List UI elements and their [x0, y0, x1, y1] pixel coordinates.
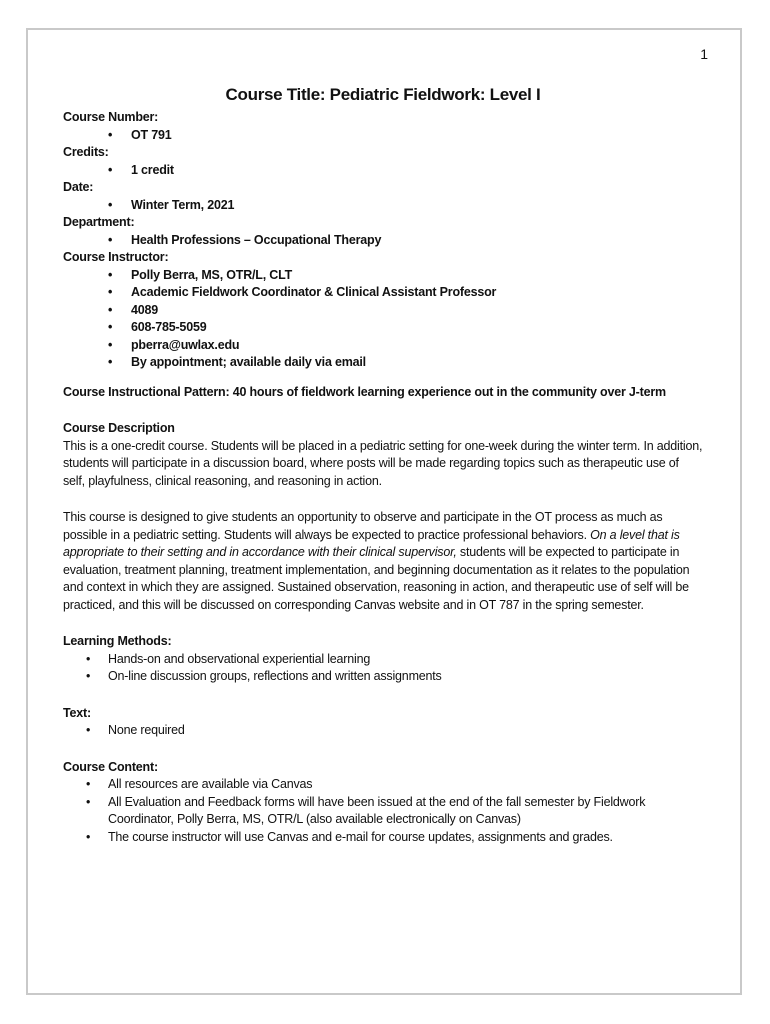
list-item: • 608-785-5059 — [63, 319, 703, 337]
description-text: This course is designed to give students an opportunity to observe and participate in the OT process as much as possible in a pediatric setting. Students will always be expected to practice professional behaviors. — [63, 510, 663, 542]
text-label: Text: — [63, 705, 91, 720]
list-item: • 1 credit — [63, 162, 703, 180]
description-emphasis: On a level that is appropriate to their setting and in accordance with their clinical supervisor, — [63, 527, 680, 559]
list-item: • Winter Term, 2021 — [63, 197, 703, 215]
date-list — [63, 197, 703, 215]
course-number-label: Course Number: — [63, 110, 159, 124]
text-list — [63, 722, 703, 740]
description-text: students will be expected to participate in evaluation, treatment planning, treatment implementation, and beginning documentation as it relates to the population and context in which they are assigned. Sustained observation, reasoning in action, and therapeutic use of self will be practiced, and this will be discussed on corresponding Canvas website and in OT 787 in the spring semester. — [63, 545, 690, 612]
list-item: • Academic Fieldwork Coordinator & Clinical Assistant Professor — [63, 284, 703, 302]
course-content-label: Course Content: — [63, 759, 158, 774]
learning-methods-list — [63, 651, 703, 686]
course-content-list — [63, 776, 703, 846]
list-item: • Polly Berra, MS, OTR/L, CLT — [63, 267, 703, 285]
description-paragraph-1: This is a one-credit course. Students will be placed in a pediatric setting for one-week during the winter term. In addition, students will participate in a discussion board, where posts will be made regarding topics such as therapeutic use of self, playfulness, clinical reasoning, and reasoning in action. — [63, 438, 703, 488]
list-item: • Health Professions – Occupational Therapy — [63, 232, 703, 250]
list-item: • Hands-on and observational experiential learning — [63, 651, 703, 669]
credits-label: Credits: — [63, 145, 109, 159]
course-description-label: Course Description — [63, 421, 175, 435]
list-item: • All Evaluation and Feedback forms will have been issued at the end of the fall semester by Fieldwork Coordinator, Polly Berra, MS, OTR/L (also available electronically on Canvas) — [63, 794, 703, 829]
department-list — [63, 232, 703, 250]
page-number: 1 — [700, 46, 708, 62]
course-number-list — [63, 127, 703, 145]
document-body — [63, 84, 703, 846]
instructor-label: Course Instructor: — [63, 250, 169, 264]
list-item: • The course instructor will use Canvas and e-mail for course updates, assignments and grades. — [63, 829, 703, 847]
instructor-list — [63, 267, 703, 372]
learning-methods-label: Learning Methods: — [63, 634, 172, 648]
date-label: Date: — [63, 180, 94, 194]
list-item: • By appointment; available daily via email — [63, 354, 703, 372]
list-item: • pberra@uwlax.edu — [63, 337, 703, 355]
list-item: • 4089 — [63, 302, 703, 320]
list-item: • None required — [63, 722, 703, 740]
list-item: • All resources are available via Canvas — [63, 776, 703, 794]
list-item: • OT 791 — [63, 127, 703, 145]
instructional-pattern: Course Instructional Pattern: 40 hours of fieldwork learning experience out in the community over J-term — [63, 384, 666, 399]
list-item: • On-line discussion groups, reflections and written assignments — [63, 668, 703, 686]
credits-list — [63, 162, 703, 180]
department-label: Department: — [63, 215, 135, 229]
course-title: Course Title: Pediatric Fieldwork: Level I — [225, 85, 541, 104]
description-paragraph-2 — [63, 509, 703, 614]
